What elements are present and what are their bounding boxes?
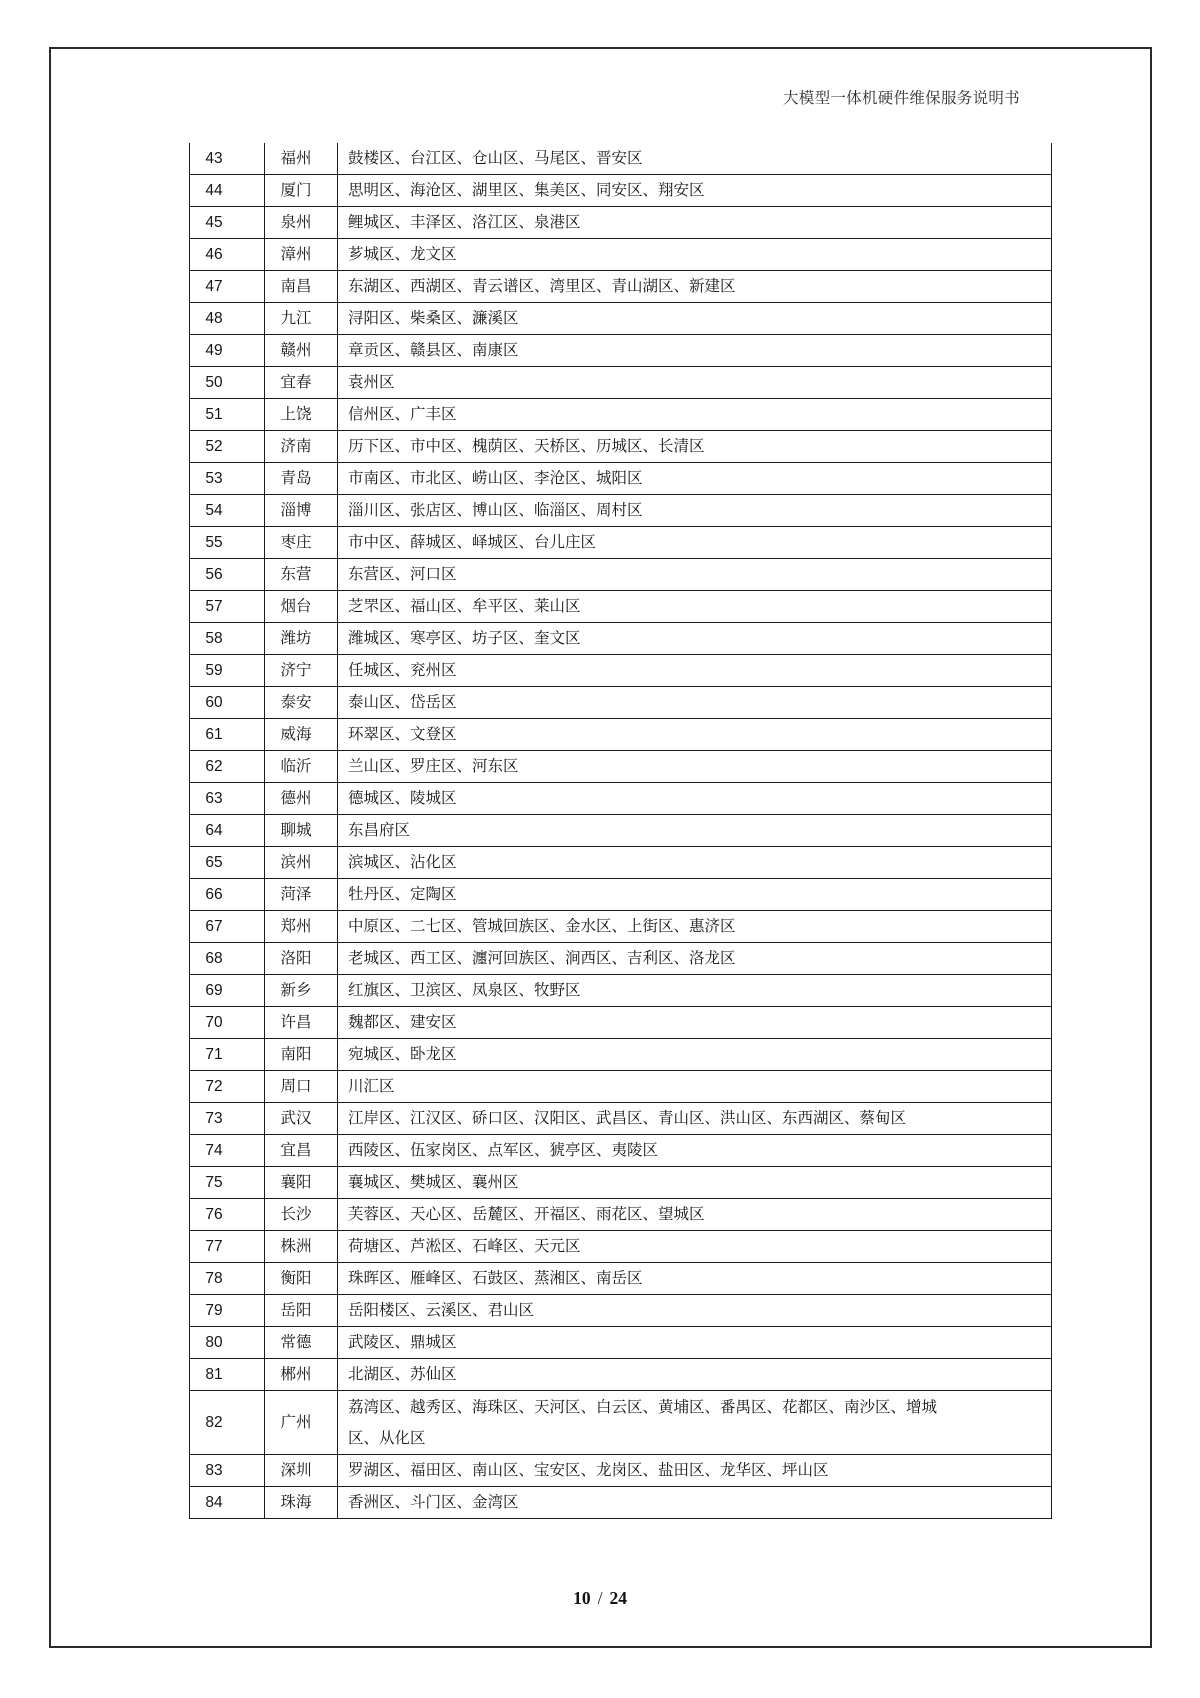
districts-cell: 岳阳楼区、云溪区、君山区 bbox=[338, 1295, 1052, 1327]
row-number-cell: 54 bbox=[190, 495, 265, 527]
table-row bbox=[190, 1455, 1052, 1487]
table-row bbox=[190, 143, 1052, 175]
row-number-cell: 49 bbox=[190, 335, 265, 367]
city-name-cell: 深圳 bbox=[265, 1455, 338, 1487]
table-row bbox=[190, 687, 1052, 719]
table-row bbox=[190, 399, 1052, 431]
city-name-cell: 厦门 bbox=[265, 175, 338, 207]
row-number-cell: 56 bbox=[190, 559, 265, 591]
row-number-cell: 44 bbox=[190, 175, 265, 207]
districts-cell: 红旗区、卫滨区、凤泉区、牧野区 bbox=[338, 975, 1052, 1007]
table-row bbox=[190, 1231, 1052, 1263]
city-name-cell: 周口 bbox=[265, 1071, 338, 1103]
row-number-cell: 62 bbox=[190, 751, 265, 783]
table-row bbox=[190, 1167, 1052, 1199]
districts-cell: 滨城区、沾化区 bbox=[338, 847, 1052, 879]
table-row bbox=[190, 175, 1052, 207]
districts-cell: 武陵区、鼎城区 bbox=[338, 1327, 1052, 1359]
row-number-cell: 64 bbox=[190, 815, 265, 847]
table-row bbox=[190, 1263, 1052, 1295]
row-number-cell: 63 bbox=[190, 783, 265, 815]
row-number-cell: 48 bbox=[190, 303, 265, 335]
page-footer bbox=[0, 1588, 1200, 1609]
districts-cell: 信州区、广丰区 bbox=[338, 399, 1052, 431]
row-number-cell: 50 bbox=[190, 367, 265, 399]
districts-cell: 芝罘区、福山区、牟平区、莱山区 bbox=[338, 591, 1052, 623]
table-row bbox=[190, 751, 1052, 783]
city-name-cell: 广州 bbox=[265, 1391, 338, 1455]
table-row bbox=[190, 527, 1052, 559]
row-number-cell: 58 bbox=[190, 623, 265, 655]
table-row bbox=[190, 431, 1052, 463]
city-districts-table bbox=[189, 143, 1052, 1519]
city-name-cell: 赣州 bbox=[265, 335, 338, 367]
row-number-cell: 46 bbox=[190, 239, 265, 271]
districts-cell: 市南区、市北区、崂山区、李沧区、城阳区 bbox=[338, 463, 1052, 495]
districts-cell: 罗湖区、福田区、南山区、宝安区、龙岗区、盐田区、龙华区、坪山区 bbox=[338, 1455, 1052, 1487]
city-name-cell: 郴州 bbox=[265, 1359, 338, 1391]
districts-cell: 任城区、兖州区 bbox=[338, 655, 1052, 687]
table-row bbox=[190, 1295, 1052, 1327]
row-number-cell: 67 bbox=[190, 911, 265, 943]
row-number-cell: 57 bbox=[190, 591, 265, 623]
districts-cell: 荔湾区、越秀区、海珠区、天河区、白云区、黄埔区、番禺区、花都区、南沙区、增城区、从化区 bbox=[338, 1391, 1052, 1455]
table-row bbox=[190, 911, 1052, 943]
row-number-cell: 81 bbox=[190, 1359, 265, 1391]
row-number-cell: 84 bbox=[190, 1487, 265, 1519]
city-name-cell: 九江 bbox=[265, 303, 338, 335]
row-number-cell: 75 bbox=[190, 1167, 265, 1199]
table-row bbox=[190, 1071, 1052, 1103]
city-name-cell: 宜昌 bbox=[265, 1135, 338, 1167]
city-name-cell: 福州 bbox=[265, 143, 338, 175]
districts-cell: 中原区、二七区、管城回族区、金水区、上街区、惠济区 bbox=[338, 911, 1052, 943]
city-name-cell: 菏泽 bbox=[265, 879, 338, 911]
districts-cell: 西陵区、伍家岗区、点军区、猇亭区、夷陵区 bbox=[338, 1135, 1052, 1167]
city-name-cell: 南昌 bbox=[265, 271, 338, 303]
districts-cell: 淄川区、张店区、博山区、临淄区、周村区 bbox=[338, 495, 1052, 527]
districts-cell: 东营区、河口区 bbox=[338, 559, 1052, 591]
city-name-cell: 洛阳 bbox=[265, 943, 338, 975]
table-body bbox=[190, 143, 1052, 1519]
city-name-cell: 潍坊 bbox=[265, 623, 338, 655]
row-number-cell: 53 bbox=[190, 463, 265, 495]
table-row bbox=[190, 239, 1052, 271]
city-name-cell: 滨州 bbox=[265, 847, 338, 879]
districts-cell: 魏都区、建安区 bbox=[338, 1007, 1052, 1039]
city-name-cell: 淄博 bbox=[265, 495, 338, 527]
row-number-cell: 79 bbox=[190, 1295, 265, 1327]
row-number-cell: 73 bbox=[190, 1103, 265, 1135]
city-name-cell: 临沂 bbox=[265, 751, 338, 783]
page-number-separator: / bbox=[597, 1588, 603, 1608]
districts-cell: 珠晖区、雁峰区、石鼓区、蒸湘区、南岳区 bbox=[338, 1263, 1052, 1295]
city-name-cell: 武汉 bbox=[265, 1103, 338, 1135]
row-number-cell: 69 bbox=[190, 975, 265, 1007]
districts-cell: 牡丹区、定陶区 bbox=[338, 879, 1052, 911]
table-row bbox=[190, 719, 1052, 751]
row-number-cell: 70 bbox=[190, 1007, 265, 1039]
districts-cell: 芙蓉区、天心区、岳麓区、开福区、雨花区、望城区 bbox=[338, 1199, 1052, 1231]
table-row bbox=[190, 463, 1052, 495]
city-name-cell: 泉州 bbox=[265, 207, 338, 239]
districts-cell: 泰山区、岱岳区 bbox=[338, 687, 1052, 719]
districts-cell: 宛城区、卧龙区 bbox=[338, 1039, 1052, 1071]
row-number-cell: 71 bbox=[190, 1039, 265, 1071]
page-header-title: 大模型一体机硬件维保服务说明书 bbox=[782, 90, 1020, 107]
city-name-cell: 泰安 bbox=[265, 687, 338, 719]
row-number-cell: 52 bbox=[190, 431, 265, 463]
row-number-cell: 59 bbox=[190, 655, 265, 687]
districts-cell: 北湖区、苏仙区 bbox=[338, 1359, 1052, 1391]
row-number-cell: 78 bbox=[190, 1263, 265, 1295]
districts-cell: 市中区、薛城区、峄城区、台儿庄区 bbox=[338, 527, 1052, 559]
districts-cell: 江岸区、江汉区、硚口区、汉阳区、武昌区、青山区、洪山区、东西湖区、蔡甸区 bbox=[338, 1103, 1052, 1135]
row-number-cell: 45 bbox=[190, 207, 265, 239]
row-number-cell: 43 bbox=[190, 143, 265, 175]
districts-cell: 章贡区、赣县区、南康区 bbox=[338, 335, 1052, 367]
table-row bbox=[190, 815, 1052, 847]
city-name-cell: 东营 bbox=[265, 559, 338, 591]
table-row bbox=[190, 1487, 1052, 1519]
table-row bbox=[190, 943, 1052, 975]
city-name-cell: 珠海 bbox=[265, 1487, 338, 1519]
districts-cell: 芗城区、龙文区 bbox=[338, 239, 1052, 271]
city-name-cell: 烟台 bbox=[265, 591, 338, 623]
city-name-cell: 德州 bbox=[265, 783, 338, 815]
table-row bbox=[190, 847, 1052, 879]
table-row bbox=[190, 207, 1052, 239]
districts-cell: 潍城区、寒亭区、坊子区、奎文区 bbox=[338, 623, 1052, 655]
city-name-cell: 枣庄 bbox=[265, 527, 338, 559]
table-row bbox=[190, 1103, 1052, 1135]
city-name-cell: 南阳 bbox=[265, 1039, 338, 1071]
city-name-cell: 许昌 bbox=[265, 1007, 338, 1039]
row-number-cell: 51 bbox=[190, 399, 265, 431]
table-row bbox=[190, 1007, 1052, 1039]
city-name-cell: 长沙 bbox=[265, 1199, 338, 1231]
city-name-cell: 襄阳 bbox=[265, 1167, 338, 1199]
districts-cell: 老城区、西工区、瀍河回族区、涧西区、吉利区、洛龙区 bbox=[338, 943, 1052, 975]
table-row bbox=[190, 655, 1052, 687]
table-row bbox=[190, 1391, 1052, 1455]
row-number-cell: 72 bbox=[190, 1071, 265, 1103]
city-name-cell: 郑州 bbox=[265, 911, 338, 943]
table-row bbox=[190, 1039, 1052, 1071]
city-name-cell: 岳阳 bbox=[265, 1295, 338, 1327]
total-page-count: 24 bbox=[609, 1588, 627, 1608]
table-row bbox=[190, 1199, 1052, 1231]
row-number-cell: 47 bbox=[190, 271, 265, 303]
table-row bbox=[190, 783, 1052, 815]
row-number-cell: 55 bbox=[190, 527, 265, 559]
table-row bbox=[190, 559, 1052, 591]
city-name-cell: 新乡 bbox=[265, 975, 338, 1007]
row-number-cell: 80 bbox=[190, 1327, 265, 1359]
city-name-cell: 衡阳 bbox=[265, 1263, 338, 1295]
districts-cell: 荷塘区、芦淞区、石峰区、天元区 bbox=[338, 1231, 1052, 1263]
districts-cell: 历下区、市中区、槐荫区、天桥区、历城区、长清区 bbox=[338, 431, 1052, 463]
city-name-cell: 宜春 bbox=[265, 367, 338, 399]
row-number-cell: 60 bbox=[190, 687, 265, 719]
districts-cell: 思明区、海沧区、湖里区、集美区、同安区、翔安区 bbox=[338, 175, 1052, 207]
city-name-cell: 济宁 bbox=[265, 655, 338, 687]
table-row bbox=[190, 1135, 1052, 1167]
districts-cell: 鲤城区、丰泽区、洛江区、泉港区 bbox=[338, 207, 1052, 239]
table-row bbox=[190, 623, 1052, 655]
table-row bbox=[190, 495, 1052, 527]
table-row bbox=[190, 271, 1052, 303]
districts-cell: 襄城区、樊城区、襄州区 bbox=[338, 1167, 1052, 1199]
districts-cell: 东湖区、西湖区、青云谱区、湾里区、青山湖区、新建区 bbox=[338, 271, 1052, 303]
districts-cell: 德城区、陵城区 bbox=[338, 783, 1052, 815]
city-name-cell: 上饶 bbox=[265, 399, 338, 431]
city-name-cell: 聊城 bbox=[265, 815, 338, 847]
table-row bbox=[190, 367, 1052, 399]
city-name-cell: 济南 bbox=[265, 431, 338, 463]
districts-cell: 袁州区 bbox=[338, 367, 1052, 399]
row-number-cell: 68 bbox=[190, 943, 265, 975]
row-number-cell: 83 bbox=[190, 1455, 265, 1487]
table-row bbox=[190, 879, 1052, 911]
city-name-cell: 威海 bbox=[265, 719, 338, 751]
districts-cell: 东昌府区 bbox=[338, 815, 1052, 847]
row-number-cell: 82 bbox=[190, 1391, 265, 1455]
city-name-cell: 青岛 bbox=[265, 463, 338, 495]
table-row bbox=[190, 591, 1052, 623]
row-number-cell: 65 bbox=[190, 847, 265, 879]
current-page-number: 10 bbox=[573, 1588, 591, 1608]
districts-cell: 鼓楼区、台江区、仓山区、马尾区、晋安区 bbox=[338, 143, 1052, 175]
districts-cell: 香洲区、斗门区、金湾区 bbox=[338, 1487, 1052, 1519]
city-name-cell: 常德 bbox=[265, 1327, 338, 1359]
districts-cell: 浔阳区、柴桑区、濂溪区 bbox=[338, 303, 1052, 335]
table-row bbox=[190, 335, 1052, 367]
table-row bbox=[190, 975, 1052, 1007]
table-row bbox=[190, 303, 1052, 335]
table-row bbox=[190, 1327, 1052, 1359]
row-number-cell: 74 bbox=[190, 1135, 265, 1167]
districts-cell: 兰山区、罗庄区、河东区 bbox=[338, 751, 1052, 783]
row-number-cell: 61 bbox=[190, 719, 265, 751]
row-number-cell: 77 bbox=[190, 1231, 265, 1263]
table-row bbox=[190, 1359, 1052, 1391]
districts-cell: 川汇区 bbox=[338, 1071, 1052, 1103]
city-name-cell: 株洲 bbox=[265, 1231, 338, 1263]
districts-cell: 环翠区、文登区 bbox=[338, 719, 1052, 751]
row-number-cell: 66 bbox=[190, 879, 265, 911]
row-number-cell: 76 bbox=[190, 1199, 265, 1231]
city-name-cell: 漳州 bbox=[265, 239, 338, 271]
